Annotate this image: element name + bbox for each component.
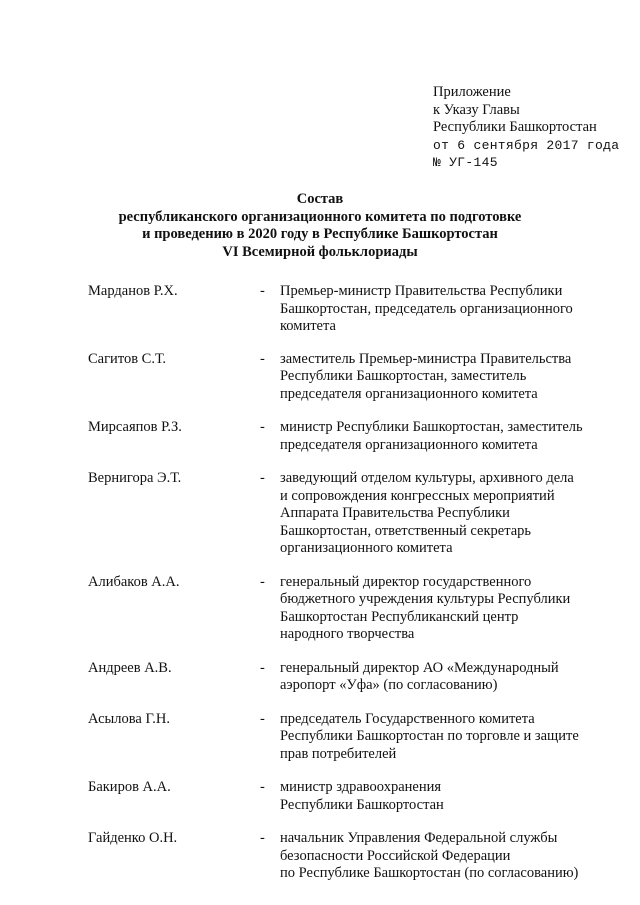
committee-member — [88, 779, 608, 814]
member-dash: - — [260, 470, 265, 486]
appendix-date: от 6 сентября 2017 года — [433, 137, 620, 153]
member-role-line: Башкортостан, председатель организационного — [280, 300, 573, 317]
committee-roster — [88, 283, 608, 883]
member-role-line: генеральный директор государственного — [280, 573, 532, 590]
member-role-line: организационного комитета — [280, 540, 453, 556]
member-role-line: министр здравоохранения — [280, 779, 442, 795]
member-dash: - — [260, 779, 265, 795]
member-dash: - — [260, 830, 265, 846]
committee-member — [88, 470, 608, 558]
member-role — [280, 470, 606, 558]
member-role — [280, 830, 606, 883]
committee-member — [88, 283, 608, 336]
member-role-line: бюджетного учреждения культуры Республики — [280, 591, 571, 607]
member-role-line: Республики Башкортостан по торговле и защите — [280, 728, 579, 744]
committee-member — [88, 711, 608, 764]
member-role — [280, 711, 606, 764]
member-role-line: Республики Башкортостан, заместитель — [280, 368, 527, 384]
member-role-line: председатель Государственного комитета — [280, 710, 535, 727]
member-role-line: аэропорт «Уфа» (по согласованию) — [280, 677, 498, 693]
committee-member — [88, 419, 608, 454]
member-name: Сагитов С.Т. — [88, 350, 167, 367]
appendix-number: № УГ-145 — [433, 155, 498, 170]
member-role-line: Башкортостан, ответственный секретарь — [280, 522, 532, 539]
committee-member — [88, 574, 608, 644]
member-dash: - — [260, 283, 265, 299]
member-dash: - — [260, 659, 265, 676]
title-line-3: и проведению в 2020 году в Республике Башкортостан — [142, 226, 498, 242]
appendix-header — [433, 84, 633, 172]
member-dash: - — [260, 573, 265, 590]
member-role-line: Республики Башкортостан — [280, 796, 444, 813]
member-role-line: начальник Управления Федеральной службы — [280, 830, 558, 846]
member-name: Асылова Г.Н. — [88, 710, 170, 727]
member-name: Марданов Р.Х. — [88, 283, 178, 299]
member-name: Вернигора Э.Т. — [88, 470, 182, 486]
member-role — [280, 419, 606, 454]
member-name: Бакиров А.А. — [88, 779, 171, 795]
title-line-4: VI Всемирной фольклориады — [222, 243, 418, 260]
member-dash: - — [260, 710, 265, 727]
member-role-line: заместитель Премьер-министра Правительства — [280, 350, 572, 367]
member-role — [280, 660, 606, 695]
member-role-line: и сопровождения конгрессных мероприятий — [280, 487, 555, 504]
member-name: Алибаков А.А. — [88, 573, 180, 590]
member-role — [280, 574, 606, 644]
member-role-line: Аппарата Правительства Республики — [280, 505, 510, 521]
title-line-1: Состав — [296, 191, 344, 207]
member-role-line: прав потребителей — [280, 745, 397, 762]
member-role-line: по Республике Башкортостан (по согласованию) — [280, 865, 579, 881]
member-role — [280, 779, 606, 814]
member-role-line: Премьер-министр Правительства Республики — [280, 283, 563, 299]
member-name: Андреев А.В. — [88, 659, 172, 676]
member-role — [280, 283, 606, 336]
member-role — [280, 351, 606, 404]
committee-member — [88, 660, 608, 695]
member-role-line: Башкортостан Республиканский центр — [280, 608, 519, 625]
member-role-line: председателя организационного комитета — [280, 385, 538, 402]
member-role-line: министр Республики Башкортостан, заместитель — [280, 419, 583, 435]
appendix-decree-ref: к Указу Главы — [433, 101, 520, 118]
member-name: Мирсаяпов Р.З. — [88, 419, 182, 435]
member-role-line: заведующий отделом культуры, архивного дела — [280, 470, 574, 486]
committee-member — [88, 830, 608, 883]
member-role-line: народного творчества — [280, 626, 415, 642]
title-line-2: республиканского организационного комитета по подготовке — [118, 208, 522, 225]
document-title — [0, 191, 640, 261]
appendix-label: Приложение — [433, 84, 511, 100]
member-role-line: комитета — [280, 318, 336, 334]
appendix-republic: Республики Башкортостан — [433, 119, 597, 135]
member-role-line: генеральный директор АО «Международный — [280, 659, 559, 676]
member-role-line: председателя организационного комитета — [280, 436, 538, 453]
member-role-line: безопасности Российской Федерации — [280, 847, 511, 864]
member-dash: - — [260, 350, 265, 367]
member-name: Гайденко О.Н. — [88, 830, 178, 846]
committee-member — [88, 351, 608, 404]
member-dash: - — [260, 419, 265, 435]
